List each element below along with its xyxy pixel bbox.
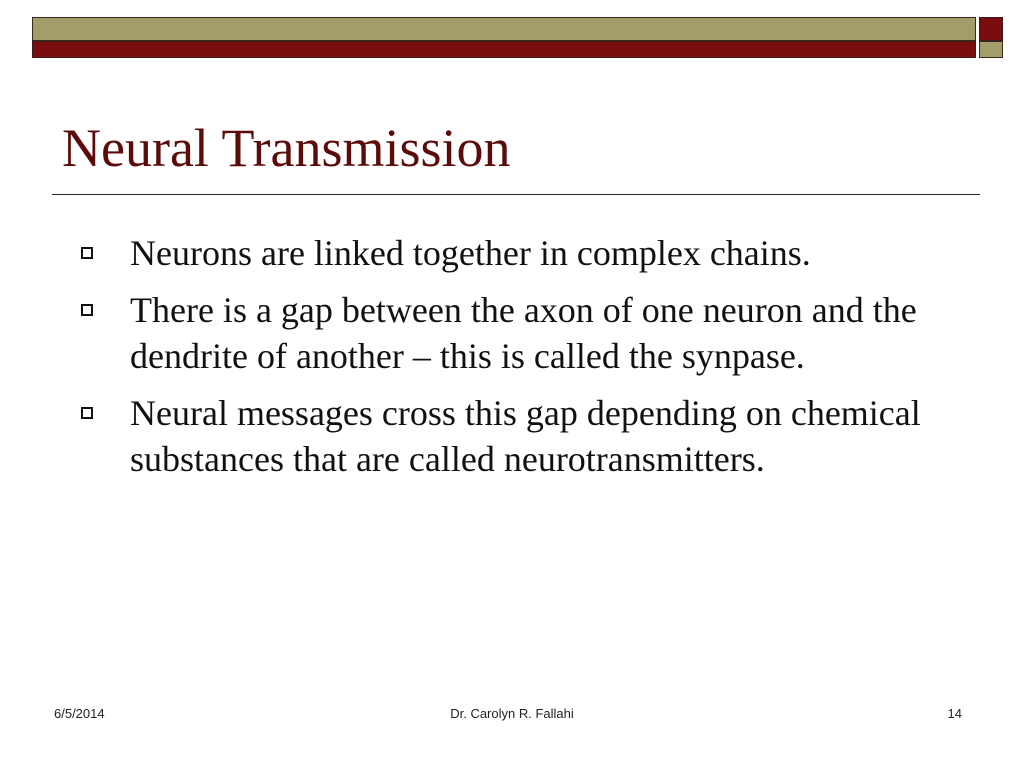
footer-author: Dr. Carolyn R. Fallahi <box>450 706 574 721</box>
header-corner-olive-square <box>979 41 1003 58</box>
bullet-item <box>80 287 1000 379</box>
bullet-item <box>80 390 1000 482</box>
bullet-item <box>80 230 1000 276</box>
title-divider <box>52 194 980 195</box>
hollow-square-bullet-icon <box>81 247 93 259</box>
footer-page-number: 14 <box>947 706 962 721</box>
hollow-square-bullet-icon <box>81 407 93 419</box>
footer-date: 6/5/2014 <box>54 706 105 721</box>
slide-title: Neural Transmission <box>62 118 511 178</box>
bullet-text: Neurons are linked together in complex chains. <box>130 233 811 273</box>
header-band-olive <box>32 17 976 41</box>
hollow-square-bullet-icon <box>81 304 93 316</box>
bullet-text: Neural messages cross this gap depending on chemical substances that are called neurotransmitters. <box>130 393 921 479</box>
header-band-maroon <box>32 41 976 58</box>
bullet-text: There is a gap between the axon of one neuron and the dendrite of another – this is called the synpase. <box>130 290 917 376</box>
bullet-list <box>80 230 1000 493</box>
header-corner-maroon-square <box>979 17 1003 41</box>
